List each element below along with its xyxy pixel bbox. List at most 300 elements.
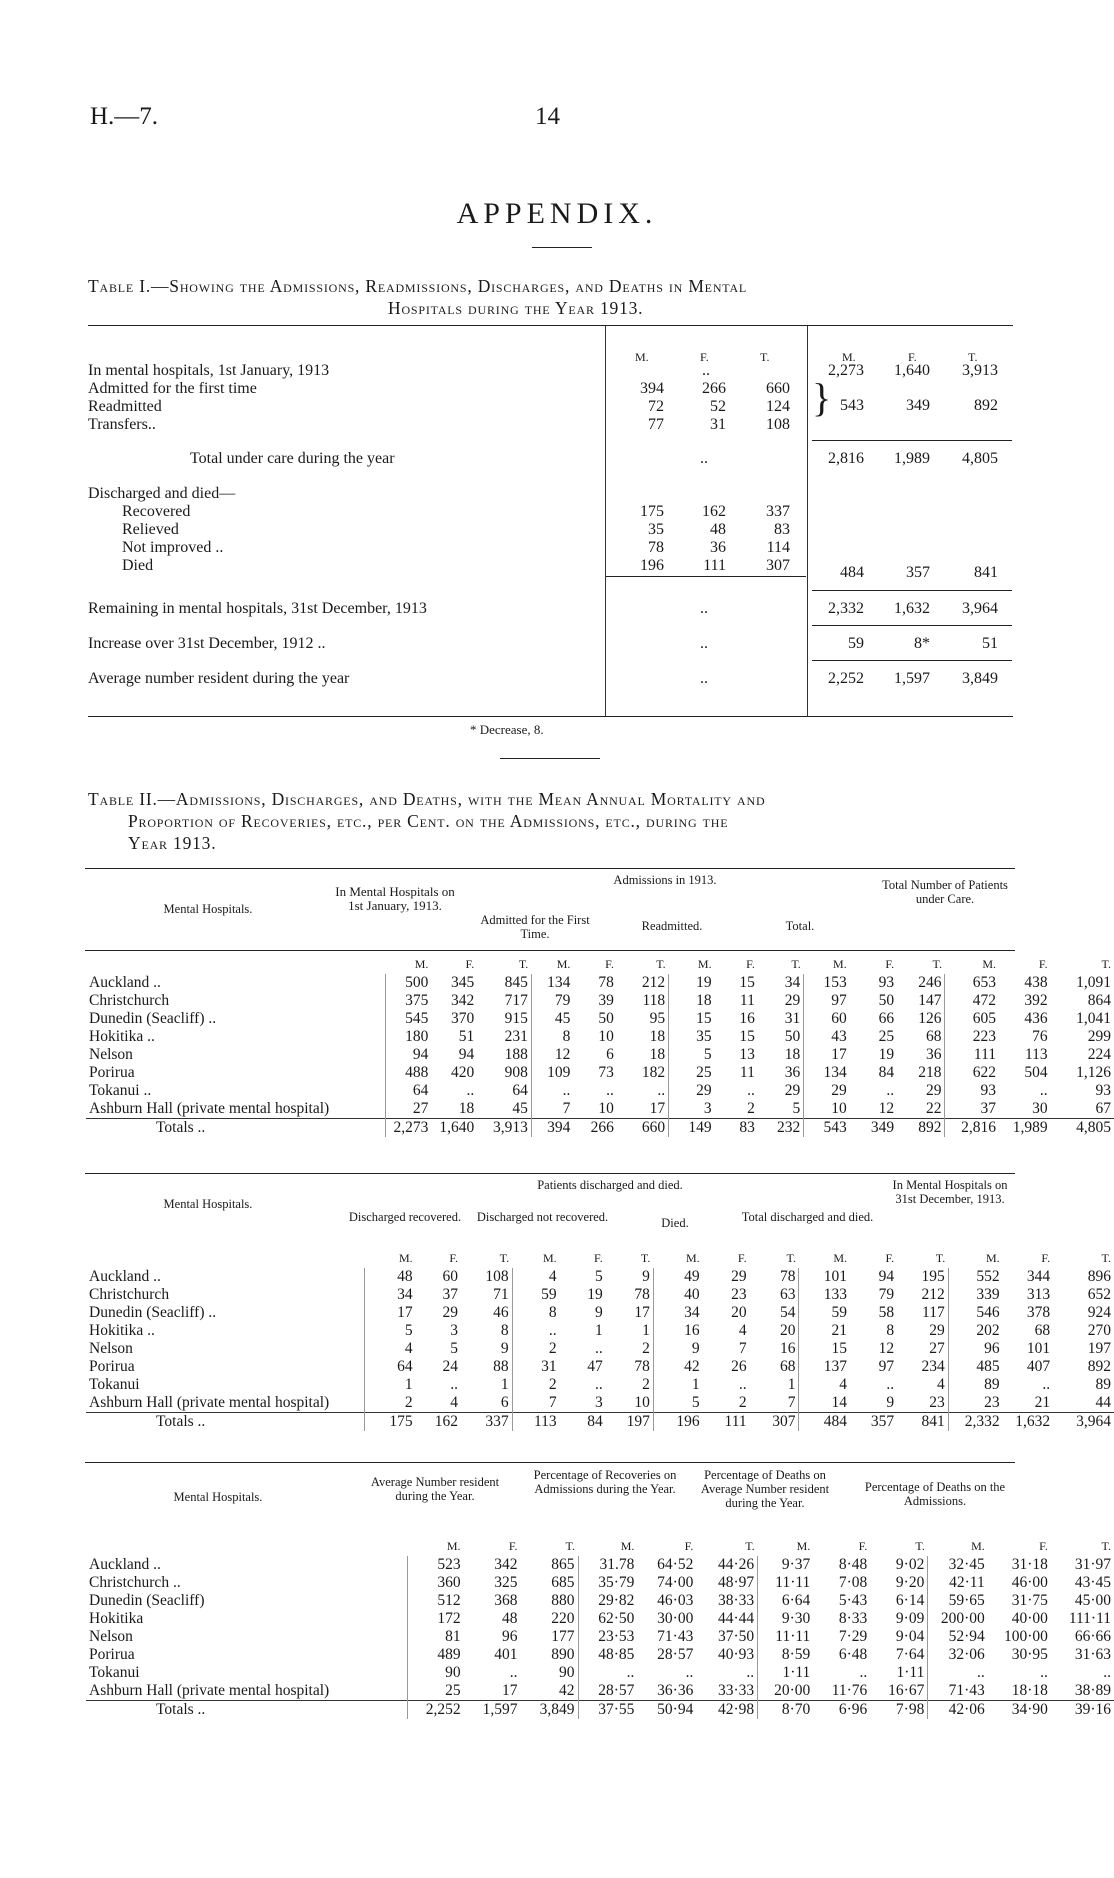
cell: 1,126 bbox=[1076, 1063, 1111, 1081]
cell: 38·33 bbox=[717, 1591, 755, 1609]
cell: 5 bbox=[653, 1394, 702, 1413]
cell: 717 bbox=[504, 991, 528, 1009]
cell: 1 bbox=[500, 1375, 509, 1393]
cell: 44·44 bbox=[717, 1609, 755, 1627]
t2p2-head-not-recovered: Discharged not recovered. bbox=[476, 1210, 609, 1224]
cell: 1 bbox=[642, 1321, 650, 1339]
t2p2-head-total-discharged: Total discharged and died. bbox=[741, 1210, 874, 1224]
mft-head: F. bbox=[737, 1251, 747, 1266]
t1-notimproved-row bbox=[618, 539, 790, 557]
cell: 46·03 bbox=[657, 1591, 694, 1609]
cell: 31 bbox=[784, 1009, 801, 1027]
mft-head: T. bbox=[518, 957, 529, 972]
cell: 24 bbox=[442, 1357, 459, 1375]
cell: 234 bbox=[921, 1357, 945, 1375]
t2p2-row bbox=[86, 1322, 1114, 1340]
table2-caption-line3: Year 1913. bbox=[128, 833, 217, 853]
cell: 16 bbox=[779, 1339, 796, 1357]
t1-disch-total-t: 841 bbox=[974, 564, 998, 581]
cell: 7 bbox=[787, 1393, 796, 1411]
cell: 58 bbox=[878, 1303, 895, 1321]
cell: 337 bbox=[485, 1412, 509, 1430]
t2p1-row bbox=[86, 1010, 1114, 1028]
cell: 15 bbox=[739, 973, 755, 991]
cell: 394 bbox=[531, 1118, 573, 1137]
cell: 1 bbox=[594, 1321, 603, 1339]
cell: 97 bbox=[878, 1357, 895, 1375]
t1-care-m: 2,816 bbox=[828, 450, 864, 467]
t2p1-head-rule bbox=[85, 950, 1015, 951]
cell: 2 bbox=[642, 1339, 650, 1357]
t2p1-totals-row bbox=[86, 1118, 1114, 1137]
cell: 100·00 bbox=[1003, 1627, 1048, 1645]
t1-bracket-m: 543 bbox=[840, 397, 864, 414]
t1-head-f1: F. bbox=[700, 350, 709, 364]
cell: 18 bbox=[458, 1099, 475, 1117]
cell: 25 bbox=[408, 1682, 464, 1701]
hospital-name: Totals .. bbox=[156, 1700, 206, 1718]
cell: 202 bbox=[948, 1322, 1002, 1340]
cell: 5 bbox=[594, 1267, 603, 1285]
cell: 472 bbox=[945, 992, 999, 1010]
cell: 38·89 bbox=[1074, 1681, 1111, 1699]
cell: 68 bbox=[925, 1027, 942, 1045]
mft-head: T. bbox=[935, 1251, 946, 1266]
mft-head: F. bbox=[1039, 1539, 1048, 1554]
hospital-name: Nelson bbox=[89, 1339, 133, 1357]
cell: 149 bbox=[669, 1118, 715, 1137]
cell: 34 bbox=[784, 973, 801, 991]
cell: 231 bbox=[504, 1027, 528, 1045]
cell: 11 bbox=[739, 991, 755, 1009]
cell: 126 bbox=[918, 1009, 942, 1027]
cell: 224 bbox=[1087, 1045, 1111, 1063]
mft-head: F. bbox=[1041, 1251, 1051, 1266]
cell: 246 bbox=[918, 973, 942, 991]
cell: 48 bbox=[502, 1609, 518, 1627]
table2-caption-line1: Table II.—Admissions, Discharges, and Deaths, with the Mean Annual Mortality and bbox=[88, 789, 766, 809]
cell: 17 bbox=[365, 1304, 416, 1322]
cell: 270 bbox=[1087, 1321, 1111, 1339]
cell: .. bbox=[512, 1322, 560, 1340]
t1-rule-5 bbox=[812, 660, 1012, 661]
t1-footnote: * Decrease, 8. bbox=[470, 722, 544, 737]
cell: 378 bbox=[1026, 1303, 1051, 1321]
t1-in-m: 2,273 bbox=[828, 362, 864, 379]
cell: 25 bbox=[669, 1064, 715, 1082]
cell: 7·08 bbox=[838, 1573, 868, 1591]
cell: 12 bbox=[878, 1339, 895, 1357]
cell: 68 bbox=[779, 1357, 796, 1375]
mft-spacer bbox=[86, 1250, 365, 1268]
cell: 19 bbox=[669, 974, 715, 992]
cell: 73 bbox=[598, 1063, 614, 1081]
cell: 11·76 bbox=[831, 1681, 868, 1699]
hospital-name: Auckland .. bbox=[89, 1555, 161, 1573]
cell: 5 bbox=[365, 1322, 416, 1340]
cell: 134 bbox=[531, 974, 573, 992]
cell: 1 bbox=[653, 1376, 702, 1394]
cell: 172 bbox=[408, 1610, 464, 1628]
cell: 177 bbox=[551, 1627, 575, 1645]
cell: 46 bbox=[493, 1303, 509, 1321]
t1-in-t: 3,913 bbox=[962, 362, 998, 379]
cell: 113 bbox=[512, 1412, 560, 1431]
cell: 23 bbox=[929, 1393, 945, 1411]
cell: 4 bbox=[799, 1376, 850, 1394]
cell: 111 bbox=[703, 557, 726, 574]
t1-rule-1 bbox=[812, 440, 1012, 441]
cell: 97 bbox=[804, 992, 850, 1010]
cell: 48·85 bbox=[578, 1646, 637, 1664]
cell: 95 bbox=[649, 1009, 666, 1027]
mft-head: M. bbox=[982, 957, 997, 972]
t2-part3-table bbox=[86, 1538, 1114, 1719]
t1-bracket-t: 892 bbox=[974, 397, 998, 414]
cell: 4 bbox=[450, 1393, 459, 1411]
cell: 7 bbox=[531, 1100, 573, 1119]
cell: 18·18 bbox=[1011, 1681, 1048, 1699]
cell: 37 bbox=[945, 1100, 999, 1119]
table1-caption-line1: Table I.—Showing the Admissions, Readmissions, Discharges, and Deaths in Mental bbox=[88, 276, 748, 296]
cell: 108 bbox=[485, 1267, 509, 1285]
t1-rule-2 bbox=[606, 576, 806, 577]
t2p3-row bbox=[86, 1556, 1114, 1574]
cell: 2 bbox=[512, 1340, 560, 1358]
cell: 23 bbox=[731, 1285, 747, 1303]
cell: 25 bbox=[878, 1027, 895, 1045]
cell: .. bbox=[450, 1375, 459, 1393]
t1-increase-label: Increase over 31st December, 1912 .. bbox=[88, 635, 326, 652]
cell: 1,989 bbox=[1012, 1118, 1048, 1136]
cell: 45 bbox=[531, 1010, 573, 1028]
cell: 3,849 bbox=[539, 1700, 575, 1718]
cell: 36 bbox=[710, 539, 726, 556]
cell: 9 bbox=[653, 1340, 702, 1358]
cell: .. bbox=[859, 1663, 868, 1681]
cell: 35 bbox=[648, 521, 664, 538]
cell: 39 bbox=[598, 991, 614, 1009]
cell: 23 bbox=[948, 1394, 1002, 1413]
cell: 18 bbox=[784, 1045, 801, 1063]
t1-recovered-label: Recovered bbox=[122, 503, 191, 520]
mft-head: M. bbox=[398, 1251, 413, 1266]
cell: 93 bbox=[878, 973, 895, 991]
cell: 3,913 bbox=[492, 1118, 528, 1136]
cell: .. bbox=[509, 1663, 518, 1681]
mft-head: M. bbox=[686, 1251, 700, 1266]
mft-spacer bbox=[86, 956, 385, 974]
cell: 401 bbox=[494, 1645, 518, 1663]
t2p1-row bbox=[86, 1064, 1114, 1082]
t1-avg-f: 1,597 bbox=[894, 670, 930, 687]
t2p2-mft-row bbox=[86, 1250, 1114, 1268]
t2p1-head-hospitals: Mental Hospitals. bbox=[163, 902, 253, 916]
cell: 6·48 bbox=[838, 1645, 868, 1663]
t1-increase-dots: .. bbox=[700, 635, 708, 652]
t1-adm-m: 394 bbox=[640, 380, 664, 397]
cell: 197 bbox=[626, 1412, 650, 1430]
mft-head: M. bbox=[446, 1539, 461, 1554]
cell: 31·63 bbox=[1074, 1645, 1111, 1663]
t2p3-top-rule bbox=[85, 1462, 1015, 1463]
cell: 15 bbox=[669, 1010, 715, 1028]
cell: 93 bbox=[1095, 1081, 1111, 1099]
hospital-name: Auckland .. bbox=[89, 973, 161, 991]
t1-head-m2: M. bbox=[842, 350, 856, 364]
cell: 109 bbox=[531, 1064, 573, 1082]
cell: 8·48 bbox=[838, 1555, 868, 1573]
cell: 60 bbox=[804, 1010, 850, 1028]
cell: 153 bbox=[804, 974, 850, 992]
cell: 20·00 bbox=[758, 1682, 814, 1701]
hospital-name: Dunedin (Seacliff) .. bbox=[89, 1009, 217, 1027]
cell: 11·11 bbox=[758, 1574, 814, 1592]
page-title: APPENDIX. bbox=[456, 197, 658, 230]
cell: 1·11 bbox=[896, 1663, 925, 1681]
cell: 50·94 bbox=[657, 1700, 694, 1718]
cell: 196 bbox=[640, 557, 664, 574]
cell: 147 bbox=[918, 991, 942, 1009]
cell: 266 bbox=[590, 1118, 614, 1136]
cell: 546 bbox=[948, 1304, 1002, 1322]
cell: 2 bbox=[747, 1099, 755, 1117]
cell: 4 bbox=[936, 1375, 945, 1393]
cell: 52·94 bbox=[928, 1628, 988, 1646]
cell: 31·75 bbox=[1011, 1591, 1048, 1609]
cell: 29·82 bbox=[578, 1592, 637, 1610]
cell: 42 bbox=[653, 1358, 702, 1376]
cell: 71 bbox=[493, 1285, 509, 1303]
hospital-name: Dunedin (Seacliff) bbox=[89, 1591, 205, 1609]
cell: 40 bbox=[653, 1286, 702, 1304]
cell: 4,805 bbox=[1076, 1118, 1111, 1136]
cell: 59 bbox=[512, 1286, 560, 1304]
cell: 16 bbox=[739, 1009, 755, 1027]
cell: 299 bbox=[1087, 1027, 1111, 1045]
t2p2-row bbox=[86, 1304, 1114, 1322]
t1-discharged-heading: Discharged and died— bbox=[88, 485, 236, 502]
cell: .. bbox=[685, 1663, 694, 1681]
cell: 370 bbox=[451, 1009, 475, 1027]
cell: 13 bbox=[739, 1045, 755, 1063]
t1-in-dots: .. bbox=[702, 362, 710, 379]
t1-head-f2: F. bbox=[908, 350, 917, 364]
cell: 10 bbox=[598, 1099, 614, 1117]
hospital-name: Tokanui bbox=[89, 1663, 140, 1681]
cell: 438 bbox=[1024, 973, 1048, 991]
cell: .. bbox=[657, 1081, 666, 1099]
cell: .. bbox=[886, 1081, 895, 1099]
cell: 3 bbox=[594, 1393, 603, 1411]
t1-died-row bbox=[618, 557, 790, 575]
cell: 17 bbox=[649, 1099, 666, 1117]
cell: 94 bbox=[878, 1267, 895, 1285]
cell: 1·11 bbox=[758, 1664, 814, 1682]
mft-head: T. bbox=[915, 1539, 925, 1554]
t2p3-mft-row bbox=[86, 1538, 1114, 1556]
title-underline bbox=[532, 247, 592, 248]
cell: 111 bbox=[724, 1412, 747, 1430]
hospital-name: Porirua bbox=[89, 1357, 135, 1375]
cell: 890 bbox=[551, 1645, 575, 1663]
cell: 36 bbox=[925, 1045, 942, 1063]
t1-adm-t: 660 bbox=[766, 380, 790, 397]
cell: 4 bbox=[365, 1340, 416, 1358]
cell: 313 bbox=[1026, 1285, 1051, 1303]
cell: 8 bbox=[500, 1321, 509, 1339]
t1-tr-t: 108 bbox=[766, 416, 790, 433]
cell: 44 bbox=[1095, 1393, 1111, 1411]
cell: 30·00 bbox=[657, 1609, 694, 1627]
cell: 337 bbox=[766, 503, 790, 520]
cell: 2 bbox=[738, 1393, 747, 1411]
cell: 27 bbox=[929, 1339, 945, 1357]
cell: 342 bbox=[494, 1555, 518, 1573]
t2p3-row bbox=[86, 1664, 1114, 1682]
cell: 485 bbox=[948, 1358, 1002, 1376]
cell: 162 bbox=[434, 1412, 459, 1430]
cell: 36·36 bbox=[657, 1681, 694, 1699]
cell: 880 bbox=[551, 1591, 575, 1609]
table1-caption bbox=[88, 275, 1028, 319]
cell: 652 bbox=[1087, 1285, 1111, 1303]
cell: 908 bbox=[504, 1063, 528, 1081]
cell: 28·57 bbox=[657, 1645, 694, 1663]
cell: 18 bbox=[649, 1045, 666, 1063]
t2p1-row bbox=[86, 1100, 1114, 1119]
cell: 51 bbox=[458, 1027, 475, 1045]
t2p2-head-discharged-died: Patients discharged and died. bbox=[537, 1178, 683, 1192]
t1-admitted-label: Admitted for the first time bbox=[88, 380, 257, 397]
cell: 3 bbox=[450, 1321, 459, 1339]
hospital-name: Porirua bbox=[89, 1645, 135, 1663]
t1-total-care-label: Total under care during the year bbox=[190, 450, 395, 467]
mft-head: F. bbox=[746, 957, 755, 972]
mft-head: T. bbox=[791, 957, 801, 972]
cell: 31·97 bbox=[1074, 1555, 1111, 1573]
cell: 357 bbox=[870, 1412, 895, 1430]
t1-remaining-label: Remaining in mental hospitals, 31st December, 1913 bbox=[88, 600, 427, 617]
t1-inc-t: 51 bbox=[982, 635, 998, 652]
t2p2-row bbox=[86, 1340, 1114, 1358]
cell: 64 bbox=[512, 1081, 528, 1099]
cell: 17 bbox=[804, 1046, 850, 1064]
cell: 924 bbox=[1087, 1303, 1111, 1321]
table1-caption-line2: Hospitals during the Year 1913. bbox=[388, 298, 644, 318]
mft-head: M. bbox=[542, 1251, 557, 1266]
cell: 8 bbox=[886, 1321, 895, 1339]
cell: 2 bbox=[512, 1376, 560, 1394]
cell: 43·45 bbox=[1074, 1573, 1111, 1591]
cell: 67 bbox=[1095, 1099, 1111, 1117]
cell: 7·29 bbox=[838, 1627, 868, 1645]
cell: 59 bbox=[799, 1304, 850, 1322]
cell: 845 bbox=[504, 973, 528, 991]
cell: .. bbox=[1040, 1663, 1048, 1681]
cell: .. bbox=[578, 1664, 637, 1682]
cell: 111 bbox=[945, 1046, 999, 1064]
cell: 523 bbox=[408, 1556, 464, 1574]
cell: 89 bbox=[948, 1376, 1002, 1394]
cell: 35·79 bbox=[578, 1574, 637, 1592]
cell: 7 bbox=[512, 1394, 560, 1413]
t2p1-row bbox=[86, 992, 1114, 1010]
t1-died-label: Died bbox=[122, 557, 154, 574]
cell: 9 bbox=[500, 1339, 509, 1357]
hospital-name: Porirua bbox=[89, 1063, 135, 1081]
t2p1-row bbox=[86, 974, 1114, 992]
table1-top-rule bbox=[88, 325, 1013, 326]
mft-head: T. bbox=[786, 1251, 796, 1266]
cell: 17 bbox=[502, 1681, 518, 1699]
cell: 42·06 bbox=[928, 1700, 988, 1719]
cell: 653 bbox=[945, 974, 999, 992]
cell: 1,640 bbox=[439, 1118, 475, 1136]
cell: 1,041 bbox=[1076, 1009, 1111, 1027]
cell: 68 bbox=[1034, 1321, 1051, 1339]
t1-care-t: 4,805 bbox=[962, 450, 998, 467]
cell: 32·06 bbox=[928, 1646, 988, 1664]
cell: .. bbox=[747, 1081, 755, 1099]
cell: 78 bbox=[598, 973, 614, 991]
t2p3-row bbox=[86, 1610, 1114, 1628]
hospital-name: Christchurch bbox=[89, 991, 170, 1009]
cell: 31 bbox=[512, 1358, 560, 1376]
cell: 71·43 bbox=[928, 1682, 988, 1701]
hospital-name: Auckland .. bbox=[89, 1267, 161, 1285]
table2-top-rule bbox=[85, 868, 1015, 869]
cell: 543 bbox=[804, 1118, 850, 1137]
cell: 14 bbox=[799, 1394, 850, 1413]
cell: 83 bbox=[739, 1118, 755, 1136]
cell: 12 bbox=[878, 1099, 895, 1117]
t2p2-row bbox=[86, 1358, 1114, 1376]
cell: 83 bbox=[774, 521, 790, 538]
mft-head: T. bbox=[745, 1539, 755, 1554]
cell: 71·43 bbox=[657, 1627, 694, 1645]
cell: 34 bbox=[653, 1304, 702, 1322]
cell: 7 bbox=[738, 1339, 747, 1357]
t1-avg-m: 2,252 bbox=[828, 670, 864, 687]
cell: 307 bbox=[766, 557, 790, 574]
cell: 48 bbox=[710, 521, 726, 538]
hospital-name: Hokitika .. bbox=[89, 1321, 155, 1339]
cell: 66·66 bbox=[1074, 1627, 1111, 1645]
hospital-name: Christchurch .. bbox=[89, 1573, 181, 1591]
cell: 685 bbox=[551, 1573, 575, 1591]
cell: 5·43 bbox=[838, 1591, 868, 1609]
t1-row-in-hospital-label: In mental hospitals, 1st January, 1913 bbox=[88, 362, 330, 379]
hospital-name: Totals .. bbox=[156, 1412, 206, 1430]
hospital-name: Nelson bbox=[89, 1627, 133, 1645]
cell: 865 bbox=[551, 1555, 575, 1573]
t1-discharged-labels bbox=[122, 503, 223, 575]
cell: .. bbox=[746, 1663, 755, 1681]
cell: 134 bbox=[804, 1064, 850, 1082]
t2p2-head-recovered: Discharged recovered. bbox=[348, 1210, 462, 1224]
cell: .. bbox=[886, 1375, 895, 1393]
cell: 18 bbox=[649, 1027, 666, 1045]
t2p3-head-average: Average Number resident during the Year. bbox=[370, 1475, 500, 1503]
cell: 133 bbox=[799, 1286, 850, 1304]
mft-head: F. bbox=[885, 1251, 895, 1266]
cell: 45 bbox=[512, 1099, 528, 1117]
cell: 29 bbox=[442, 1303, 459, 1321]
hospital-name: Christchurch bbox=[89, 1285, 170, 1303]
cell: 118 bbox=[642, 991, 666, 1009]
cell: 42·11 bbox=[928, 1574, 988, 1592]
